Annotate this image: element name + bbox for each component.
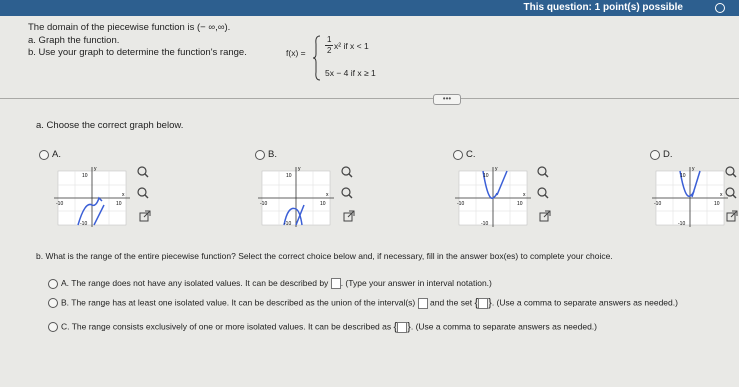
range-choice-a: [61, 278, 492, 289]
option-a-x-label: x: [122, 192, 125, 198]
fraction-numerator: 1: [327, 35, 332, 44]
range-choice-c-hint: . (Use a comma to separate answers as needed.): [410, 321, 598, 332]
option-d-y-bottom: -10: [678, 221, 686, 227]
range-choice-a-radio[interactable]: [48, 279, 58, 289]
option-c-zoom-out-icon[interactable]: [536, 186, 550, 200]
option-b-external-link-icon[interactable]: [343, 210, 355, 222]
range-choice-b-mid: and the set: [430, 297, 473, 308]
option-a-y-bottom: -10: [80, 221, 88, 227]
problem-intro: The domain of the piecewise function is (− ∞,∞).: [28, 22, 231, 33]
option-c-letter: C.: [466, 149, 476, 160]
option-a-x-left: -10: [56, 201, 64, 207]
option-c-graph[interactable]: [455, 165, 533, 227]
option-d-graph[interactable]: [652, 165, 730, 227]
fraction-denominator: 2: [327, 46, 332, 55]
option-a-y-label: y: [94, 166, 97, 172]
option-c-external-link-icon[interactable]: [539, 210, 551, 222]
option-a-magnify-icon[interactable]: [136, 165, 150, 179]
range-choice-b: [61, 297, 678, 309]
range-choice-c-text: The range consists exclusively of one or more isolated values. It can be described as: [71, 321, 392, 332]
option-a-external-link-icon[interactable]: [139, 210, 151, 222]
piece-2-expression: 5x − 4 if x ≥ 1: [325, 68, 376, 78]
option-d-letter: D.: [663, 149, 673, 160]
range-choice-b-radio[interactable]: [48, 298, 58, 308]
set-brace-right-icon: }: [488, 297, 492, 309]
expand-more-button[interactable]: •••: [433, 94, 461, 105]
range-choice-b-hint: . (Use a comma to separate answers as needed.): [491, 297, 678, 308]
question-header: [0, 0, 739, 16]
range-choice-c: [61, 321, 597, 333]
option-c-x-left: -10: [457, 201, 465, 207]
range-choice-b-text: The range has at least one isolated value. It can be described as the union of the interval(s): [71, 297, 416, 308]
set-brace-left-icon: {: [393, 321, 398, 333]
option-d-external-link-icon[interactable]: [726, 210, 738, 222]
option-d-x-label: x: [720, 192, 723, 198]
question-title: This question: 1 point(s) possible: [523, 2, 683, 13]
option-d-magnify-icon[interactable]: [724, 165, 738, 179]
option-b-y-top: 10: [286, 173, 292, 179]
option-a-graph[interactable]: [54, 165, 132, 227]
union-interval-input[interactable]: [418, 298, 428, 309]
range-choice-c-letter: C.: [61, 321, 70, 332]
option-b-zoom-out-icon[interactable]: [340, 186, 354, 200]
option-c-y-label: y: [495, 166, 498, 172]
option-d-radio[interactable]: [650, 150, 660, 160]
option-b-magnify-icon[interactable]: [340, 165, 354, 179]
option-d-y-top: 10: [680, 173, 686, 179]
range-choice-a-letter: A.: [61, 278, 70, 288]
option-c-y-top: 10: [483, 173, 489, 179]
problem-part-b: b. Use your graph to determine the function's range.: [28, 47, 247, 58]
function-lhs: f(x) =: [286, 48, 306, 58]
problem-part-a: a. Graph the function.: [28, 35, 120, 46]
range-choice-a-text: The range does not have any isolated values. It can be described by: [71, 278, 329, 288]
option-b-graph[interactable]: [258, 165, 336, 227]
option-c-radio[interactable]: [453, 150, 463, 160]
option-b-letter: B.: [268, 149, 277, 160]
option-d-y-label: y: [692, 166, 695, 172]
option-b-x-right: 10: [320, 201, 326, 207]
option-b-y-label: y: [298, 166, 301, 172]
option-c-y-bottom: -10: [481, 221, 489, 227]
option-b-x-label: x: [326, 192, 329, 198]
option-c-x-right: 10: [517, 201, 523, 207]
status-circle-icon: [715, 3, 725, 13]
option-a-radio[interactable]: [39, 150, 49, 160]
range-choice-c-radio[interactable]: [48, 322, 58, 332]
set-brace-right-icon: }: [407, 321, 411, 333]
range-interval-input[interactable]: [331, 278, 341, 289]
section-divider: [0, 98, 739, 99]
isolated-set-input[interactable]: [478, 298, 488, 309]
range-choice-b-letter: B.: [61, 297, 70, 308]
option-a-y-top: 10: [82, 173, 88, 179]
option-a-zoom-out-icon[interactable]: [136, 186, 150, 200]
range-choice-a-hint: . (Type your answer in interval notation.): [340, 278, 492, 288]
option-c-magnify-icon[interactable]: [536, 165, 550, 179]
option-b-y-bottom: -10: [284, 221, 292, 227]
isolated-values-input[interactable]: [397, 322, 407, 333]
option-d-x-right: 10: [714, 201, 720, 207]
option-d-zoom-out-icon[interactable]: [724, 186, 738, 200]
left-brace-icon: [312, 34, 322, 82]
option-a-letter: A.: [52, 149, 61, 160]
option-b-radio[interactable]: [255, 150, 265, 160]
part-a-prompt: a. Choose the correct graph below.: [36, 120, 184, 131]
option-d-x-left: -10: [654, 201, 662, 207]
set-brace-left-icon: {: [474, 297, 479, 309]
piece-1-expression: x² if x < 1: [334, 41, 369, 51]
option-a-x-right: 10: [116, 201, 122, 207]
option-b-x-left: -10: [260, 201, 268, 207]
part-b-prompt: b. What is the range of the entire piecewise function? Select the correct choice below and, if necessary, fill in the answer box(es) to complete your choice.: [36, 251, 613, 261]
option-c-x-label: x: [523, 192, 526, 198]
